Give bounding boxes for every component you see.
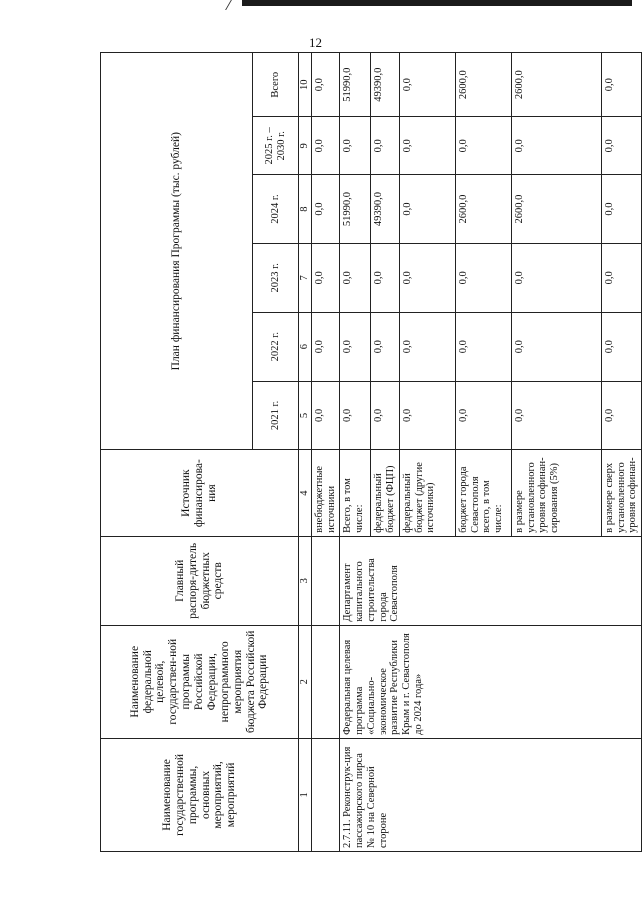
column-number: 3 <box>299 536 312 625</box>
value-cell: 0,0 <box>371 117 400 175</box>
header-year-2025-2030: 2025 г. – 2030 г. <box>253 117 299 175</box>
header-year-2021: 2021 г. <box>253 381 299 450</box>
rotated-table-container <box>100 52 639 852</box>
header-year-2024: 2024 г. <box>253 175 299 244</box>
source-cell: в размере установленного уровня софинан-сирования (5%) <box>511 450 601 537</box>
value-cell: 0,0 <box>601 175 641 244</box>
value-cell: 0,0 <box>511 381 601 450</box>
value-cell: 0,0 <box>311 175 340 244</box>
value-cell: 0,0 <box>601 117 641 175</box>
value-cell: 0,0 <box>340 312 371 381</box>
value-cell: 0,0 <box>371 381 400 450</box>
scan-tick-mark <box>215 0 232 10</box>
value-cell: 0,0 <box>455 312 511 381</box>
value-cell: 0,0 <box>340 243 371 312</box>
financing-table <box>100 52 642 852</box>
value-cell: 0,0 <box>399 243 455 312</box>
value-cell: 0,0 <box>511 312 601 381</box>
value-cell: 0,0 <box>601 243 641 312</box>
source-cell: федеральный бюджет (ФЦП) <box>371 450 400 537</box>
value-cell: 0,0 <box>455 243 511 312</box>
value-cell: 0,0 <box>371 312 400 381</box>
empty-cell <box>311 738 340 851</box>
value-cell: 0,0 <box>399 381 455 450</box>
empty-cell <box>311 536 340 625</box>
column-number: 1 <box>299 738 312 851</box>
value-cell: 0,0 <box>455 117 511 175</box>
value-cell: 2600,0 <box>511 53 601 117</box>
scan-edge-mark <box>242 0 632 6</box>
column-number: 4 <box>299 450 312 537</box>
value-cell: 0,0 <box>311 312 340 381</box>
source-cell: в размере сверх установленного уровня софинан- <box>601 450 641 537</box>
source-cell: федеральный бюджет (другие источники) <box>399 450 455 537</box>
value-cell: 0,0 <box>371 243 400 312</box>
header-year-2023: 2023 г. <box>253 243 299 312</box>
header-total: Всего <box>253 53 299 117</box>
value-cell: 0,0 <box>340 117 371 175</box>
header-plan: План финансирования Программы (тыс. рублей) <box>101 53 253 450</box>
value-cell: 51990,0 <box>340 53 371 117</box>
budget-manager-cell: Департамент капитального строительства города Севастополя <box>340 536 642 625</box>
value-cell: 49390,0 <box>371 175 400 244</box>
value-cell: 0,0 <box>455 381 511 450</box>
source-cell: внебюджетные источники <box>311 450 340 537</box>
value-cell: 0,0 <box>340 381 371 450</box>
value-cell: 0,0 <box>601 381 641 450</box>
empty-cell <box>311 625 340 738</box>
column-number: 9 <box>299 117 312 175</box>
value-cell: 0,0 <box>311 243 340 312</box>
value-cell: 2600,0 <box>455 53 511 117</box>
page-number: 12 <box>309 35 322 50</box>
column-number: 8 <box>299 175 312 244</box>
column-number: 2 <box>299 625 312 738</box>
value-cell: 0,0 <box>311 381 340 450</box>
value-cell: 49390,0 <box>371 53 400 117</box>
column-number: 6 <box>299 312 312 381</box>
column-number: 7 <box>299 243 312 312</box>
event-name-cell: 2.7.11. Реконструк-ция пассажирского пирса № 10 на Северной стороне <box>340 738 642 851</box>
value-cell: 0,0 <box>311 53 340 117</box>
column-number: 10 <box>299 53 312 117</box>
source-cell: бюджет города Севастополя всего, в том числе: <box>455 450 511 537</box>
value-cell: 0,0 <box>399 312 455 381</box>
header-col2: Наименование федеральной целевой, государствен-ной программы Российской Федерации, непрограммного мероприятия бюджета Российской Федерации <box>101 625 299 738</box>
header-col3: Главный распоря-дитель бюджетных средств <box>101 536 299 625</box>
header-col4: Источник финансирова-ния <box>101 450 299 537</box>
value-cell: 0,0 <box>399 175 455 244</box>
value-cell: 0,0 <box>399 53 455 117</box>
header-year-2022: 2022 г. <box>253 312 299 381</box>
value-cell: 0,0 <box>511 117 601 175</box>
value-cell: 0,0 <box>399 117 455 175</box>
column-number: 5 <box>299 381 312 450</box>
value-cell: 0,0 <box>511 243 601 312</box>
value-cell: 2600,0 <box>455 175 511 244</box>
value-cell: 0,0 <box>601 312 641 381</box>
value-cell: 0,0 <box>311 117 340 175</box>
value-cell: 2600,0 <box>511 175 601 244</box>
program-name-cell: Федеральная целевая программа «Социально-экономическое развитие Республики Крым и г. Севастополя до 2024 года» <box>340 625 642 738</box>
value-cell: 0,0 <box>601 53 641 117</box>
header-col1: Наименование государственной программы, основных мероприятий, мероприятий <box>101 738 299 851</box>
source-cell: Всего, в том числе: <box>340 450 371 537</box>
value-cell: 51990,0 <box>340 175 371 244</box>
